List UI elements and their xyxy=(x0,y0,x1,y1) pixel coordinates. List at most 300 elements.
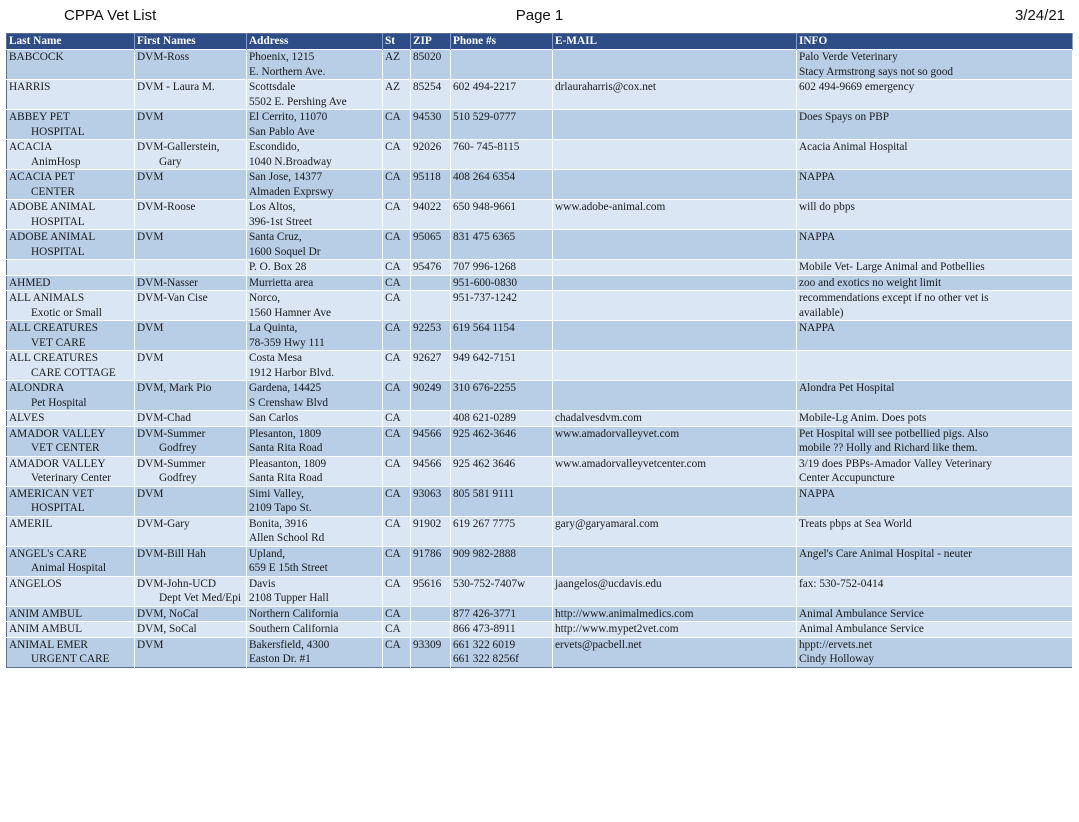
cell-address-line: Upland, xyxy=(249,547,286,560)
cell-first-names-line: Godfrey xyxy=(159,442,197,454)
cell-address xyxy=(247,456,383,486)
cell-last-name-line: HOSPITAL xyxy=(31,502,85,514)
cell-last-name-line: CENTER xyxy=(31,185,75,198)
cell-zip xyxy=(411,622,451,638)
cell-last-name xyxy=(7,381,135,411)
cell-address-line: Santa Rita Road xyxy=(249,442,323,454)
cell-address-line: 1560 Hamner Ave xyxy=(249,306,331,319)
cell-address xyxy=(247,170,383,200)
cell-first-names-line: DVM-Gary xyxy=(137,517,190,530)
cell-address-line: Bakersfield, 4300 xyxy=(249,638,330,651)
cell-state: CA xyxy=(383,381,411,411)
cell-info-line: zoo and exotics no weight limit xyxy=(799,276,942,289)
cell-first-names xyxy=(135,321,247,351)
cell-email[interactable] xyxy=(553,170,797,200)
cell-state: CA xyxy=(383,426,411,456)
table-row[interactable] xyxy=(7,200,1073,230)
cell-last-name-line: ALL CREATURES xyxy=(9,352,99,364)
cell-first-names xyxy=(135,426,247,456)
cell-email[interactable]: ervets@pacbell.net xyxy=(553,637,797,667)
cell-last-name-line: ALVES xyxy=(9,412,45,424)
cell-address-line: 396-1st Street xyxy=(249,215,313,228)
cell-phone: 408 621-0289 xyxy=(451,411,553,427)
cell-last-name-line: ANIM AMBUL xyxy=(9,623,83,635)
cell-email[interactable]: gary@garyamaral.com xyxy=(553,516,797,546)
cell-last-name xyxy=(7,291,135,321)
cell-last-name xyxy=(7,275,135,291)
cell-info xyxy=(797,456,1073,486)
cell-first-names xyxy=(135,275,247,291)
cell-address-line: Murrietta area xyxy=(249,276,314,289)
cell-last-name-line: HOSPITAL xyxy=(31,245,85,258)
cell-zip xyxy=(411,275,451,291)
cell-email[interactable] xyxy=(553,50,797,80)
col-header-state[interactable]: St xyxy=(383,34,411,50)
cell-last-name-line: URGENT CARE xyxy=(31,653,110,665)
cell-address-line: 5502 E. Pershing Ave xyxy=(249,95,347,108)
cell-last-name xyxy=(7,200,135,230)
table-row[interactable] xyxy=(7,351,1073,381)
cell-phone: 310 676-2255 xyxy=(451,381,553,411)
cell-info-line: Center Accupuncture xyxy=(799,472,895,484)
cell-zip: 94566 xyxy=(411,426,451,456)
cell-address xyxy=(247,275,383,291)
cell-phone: 877 426-3771 xyxy=(451,606,553,622)
cell-info-line: Treats pbps at Sea World xyxy=(799,517,912,530)
cell-info xyxy=(797,50,1073,80)
cell-zip: 95616 xyxy=(411,576,451,606)
cell-zip xyxy=(411,411,451,427)
cell-state: CA xyxy=(383,576,411,606)
cell-last-name-line: VET CARE xyxy=(31,336,86,349)
cell-state: AZ xyxy=(383,80,411,110)
cell-address-line: 2109 Tapo St. xyxy=(249,502,312,514)
cell-address-line: Easton Dr. #1 xyxy=(249,653,311,665)
cell-first-names-line: DVM xyxy=(137,111,164,123)
page-number: Page 1 xyxy=(515,7,564,24)
cell-email[interactable] xyxy=(553,275,797,291)
cell-first-names xyxy=(135,456,247,486)
table-row[interactable] xyxy=(7,80,1073,110)
page-header xyxy=(0,0,1079,32)
cell-phone: 661 322 6019 661 322 8256f xyxy=(451,637,553,667)
table-row[interactable] xyxy=(7,275,1073,291)
cell-address-line: 1912 Harbor Blvd. xyxy=(249,366,335,379)
cell-address xyxy=(247,546,383,576)
cell-email[interactable] xyxy=(553,230,797,260)
col-header-last-name[interactable]: Last Name xyxy=(7,34,135,50)
cell-email[interactable] xyxy=(553,140,797,170)
cell-zip: 94022 xyxy=(411,200,451,230)
cell-first-names xyxy=(135,291,247,321)
cell-address xyxy=(247,351,383,381)
cell-first-names-line: DVM-Roose xyxy=(137,201,196,213)
cell-first-names-line: DVM-Bill Hah xyxy=(137,547,206,560)
cell-info-line: fax: 530-752-0414 xyxy=(799,577,884,590)
cell-info-line: hppt://ervets.net xyxy=(799,638,873,651)
cell-first-names-line: DVM-Van Cise xyxy=(137,292,208,304)
cell-state: CA xyxy=(383,486,411,516)
cell-state: CA xyxy=(383,637,411,667)
cell-first-names-line: DVM-Summer xyxy=(137,457,206,470)
cell-last-name-line: AMADOR VALLEY xyxy=(9,457,106,470)
cell-last-name xyxy=(7,456,135,486)
cell-phone: 707 996-1268 xyxy=(451,260,553,276)
cell-info-line: 602 494-9669 emergency xyxy=(799,81,915,93)
cell-last-name-line: Animal Hospital xyxy=(31,562,106,574)
cell-first-names-line: DVM-Gallerstein, xyxy=(137,141,220,153)
cell-info-line: mobile ?? Holly and Richard like them. xyxy=(799,442,978,454)
cell-first-names-line: DVM-Summer xyxy=(137,427,206,440)
cell-address-line: Simi Valley, xyxy=(249,487,304,500)
cell-first-names-line: DVM - Laura M. xyxy=(137,81,215,93)
cell-zip: 92627 xyxy=(411,351,451,381)
cell-email[interactable]: jaangelos@ucdavis.edu xyxy=(553,576,797,606)
cell-address-line: Santa Rita Road xyxy=(249,472,323,484)
cell-last-name xyxy=(7,50,135,80)
cell-address-line: Santa Cruz, xyxy=(249,231,302,243)
cell-info-line: Pet Hospital will see potbellied pigs. Also xyxy=(799,427,989,440)
cell-address-line: Allen School Rd xyxy=(249,532,325,544)
table-row[interactable] xyxy=(7,321,1073,351)
cell-last-name-line: ALL ANIMALS xyxy=(9,292,85,304)
cell-first-names xyxy=(135,351,247,381)
cell-first-names xyxy=(135,260,247,276)
cell-info xyxy=(797,275,1073,291)
cell-email[interactable] xyxy=(553,110,797,140)
cell-last-name-line: ALL CREATURES xyxy=(9,322,99,334)
cell-last-name xyxy=(7,622,135,638)
cell-info xyxy=(797,411,1073,427)
cell-first-names xyxy=(135,516,247,546)
cell-first-names xyxy=(135,110,247,140)
cell-state: CA xyxy=(383,516,411,546)
cell-email[interactable] xyxy=(553,351,797,381)
table-row[interactable] xyxy=(7,291,1073,321)
cell-phone: 866 473-8911 xyxy=(451,622,553,638)
table-row[interactable] xyxy=(7,426,1073,456)
cell-info xyxy=(797,80,1073,110)
cell-address-line: Phoenix, 1215 xyxy=(249,51,315,63)
cell-state: CA xyxy=(383,321,411,351)
cell-first-names xyxy=(135,50,247,80)
cell-first-names-line: Gary xyxy=(159,155,182,168)
table-body xyxy=(7,50,1073,668)
cell-first-names xyxy=(135,486,247,516)
cell-info xyxy=(797,321,1073,351)
cell-address-line: Davis xyxy=(249,577,276,590)
cell-zip: 85254 xyxy=(411,80,451,110)
cell-address-line: 1040 N.Broadway xyxy=(249,155,332,168)
cell-address-line: E. Northern Ave. xyxy=(249,65,326,78)
cell-zip: 95118 xyxy=(411,170,451,200)
cell-first-names xyxy=(135,381,247,411)
cell-last-name-line: Veterinary Center xyxy=(31,472,111,484)
table-row[interactable] xyxy=(7,260,1073,276)
cell-info xyxy=(797,140,1073,170)
cell-address-line: 1600 Soquel Dr xyxy=(249,245,321,258)
table-row[interactable] xyxy=(7,230,1073,260)
table-header-row xyxy=(7,34,1073,50)
cell-zip: 92026 xyxy=(411,140,451,170)
cell-state: CA xyxy=(383,456,411,486)
cell-email[interactable] xyxy=(553,260,797,276)
cell-info xyxy=(797,516,1073,546)
cell-address-line: Norco, xyxy=(249,292,281,304)
table-row[interactable] xyxy=(7,637,1073,667)
cell-last-name xyxy=(7,426,135,456)
cell-last-name xyxy=(7,170,135,200)
cell-email[interactable]: chadalvesdvm.com xyxy=(553,411,797,427)
cell-phone: 619 564 1154 xyxy=(451,321,553,351)
cell-phone xyxy=(451,50,553,80)
cell-address xyxy=(247,50,383,80)
cell-info-line: will do pbps xyxy=(799,201,855,213)
cell-address-line: Almaden Exprswy xyxy=(249,185,334,198)
cell-last-name-line: ANGELOS xyxy=(9,577,62,590)
cell-address-line: Northern California xyxy=(249,607,339,620)
cell-last-name-line: AnimHosp xyxy=(31,155,81,168)
cell-address xyxy=(247,606,383,622)
cell-first-names-line: DVM xyxy=(137,322,164,334)
cell-phone: 408 264 6354 xyxy=(451,170,553,200)
print-date: 3/24/21 xyxy=(1014,7,1065,24)
cell-phone: 619 267 7775 xyxy=(451,516,553,546)
cell-last-name-line: VET CENTER xyxy=(31,442,100,454)
cell-info-line: Animal Ambulance Service xyxy=(799,623,924,635)
table-row[interactable] xyxy=(7,170,1073,200)
cell-state: CA xyxy=(383,411,411,427)
cell-address xyxy=(247,230,383,260)
table-row[interactable] xyxy=(7,516,1073,546)
cell-info-line: Alondra Pet Hospital xyxy=(799,382,895,394)
cell-zip: 94566 xyxy=(411,456,451,486)
cell-phone: 650 948-9661 xyxy=(451,200,553,230)
cell-zip xyxy=(411,606,451,622)
cell-last-name xyxy=(7,486,135,516)
cell-info-line: Stacy Armstrong says not so good xyxy=(799,65,954,78)
cell-last-name-line: Exotic or Small xyxy=(31,306,102,319)
cell-state: CA xyxy=(383,291,411,321)
cell-last-name xyxy=(7,351,135,381)
cell-address-line: Bonita, 3916 xyxy=(249,517,308,530)
cell-zip: 93309 xyxy=(411,637,451,667)
cell-info-line: NAPPA xyxy=(799,322,836,334)
cell-zip: 92253 xyxy=(411,321,451,351)
cell-email[interactable]: drlauraharris@cox.net xyxy=(553,80,797,110)
col-header-zip[interactable]: ZIP xyxy=(411,34,451,50)
cell-first-names xyxy=(135,140,247,170)
cell-phone: 602 494-2217 xyxy=(451,80,553,110)
cell-address xyxy=(247,260,383,276)
cell-last-name-line: HOSPITAL xyxy=(31,215,85,228)
cell-zip: 95065 xyxy=(411,230,451,260)
cell-zip: 91786 xyxy=(411,546,451,576)
cell-info xyxy=(797,351,1073,381)
cell-last-name-line: HOSPITAL xyxy=(31,125,85,138)
cell-first-names xyxy=(135,576,247,606)
cell-info xyxy=(797,230,1073,260)
cell-first-names-line: DVM, Mark Pio xyxy=(137,382,212,394)
table-row[interactable] xyxy=(7,381,1073,411)
cell-state: CA xyxy=(383,546,411,576)
cell-last-name-line: ACACIA xyxy=(9,141,53,153)
cell-first-names-line: DVM-Nasser xyxy=(137,276,198,289)
cell-state: CA xyxy=(383,622,411,638)
cell-email[interactable]: www.amadorvalleyvetcenter.com xyxy=(553,456,797,486)
col-header-info[interactable]: INFO xyxy=(797,34,1073,50)
cell-phone: 951-737-1242 xyxy=(451,291,553,321)
cell-email[interactable] xyxy=(553,381,797,411)
cell-address-line: Pleasanton, 1809 xyxy=(249,457,327,470)
cell-last-name-line: AMADOR VALLEY xyxy=(9,427,106,440)
cell-info-line: Acacia Animal Hospital xyxy=(799,141,908,153)
cell-address-line: 659 E 15th Street xyxy=(249,562,328,574)
col-header-email[interactable]: E-MAIL xyxy=(553,34,797,50)
cell-last-name xyxy=(7,606,135,622)
cell-first-names-line: Godfrey xyxy=(159,472,197,484)
table-row[interactable] xyxy=(7,456,1073,486)
cell-email[interactable]: http://www.animalmedics.com xyxy=(553,606,797,622)
cell-last-name-line: ABBEY PET xyxy=(9,111,70,123)
cell-email[interactable]: http://www.mypet2vet.com xyxy=(553,622,797,638)
cell-first-names xyxy=(135,637,247,667)
cell-last-name-line: ANIMAL EMER xyxy=(9,638,88,651)
cell-phone: 510 529-0777 xyxy=(451,110,553,140)
cell-address-line: Costa Mesa xyxy=(249,352,303,364)
cell-last-name-line: HARRIS xyxy=(9,81,51,93)
cell-last-name xyxy=(7,546,135,576)
cell-last-name-line: Pet Hospital xyxy=(31,396,87,409)
cell-info xyxy=(797,637,1073,667)
cell-last-name xyxy=(7,80,135,110)
cell-last-name-line: ANIM AMBUL xyxy=(9,607,83,620)
cell-first-names-line: DVM xyxy=(137,352,164,364)
cell-address xyxy=(247,140,383,170)
cell-address-line: Plesanton, 1809 xyxy=(249,427,322,440)
table-row[interactable] xyxy=(7,576,1073,606)
cell-address-line: San Carlos xyxy=(249,412,299,424)
cell-info-line: Mobile Vet- Large Animal and Potbellies xyxy=(799,261,985,273)
cell-info xyxy=(797,110,1073,140)
table-row[interactable] xyxy=(7,110,1073,140)
cell-state: CA xyxy=(383,170,411,200)
cell-info xyxy=(797,486,1073,516)
cell-info xyxy=(797,381,1073,411)
table-row[interactable] xyxy=(7,486,1073,516)
cell-first-names xyxy=(135,606,247,622)
cell-last-name-line: ANGEL's CARE xyxy=(9,547,87,560)
cell-address xyxy=(247,486,383,516)
cell-first-names xyxy=(135,622,247,638)
cell-last-name-line: ACACIA PET xyxy=(9,171,75,183)
cell-email[interactable] xyxy=(553,321,797,351)
document-title: CPPA Vet List xyxy=(64,7,157,24)
cell-first-names-line: DVM xyxy=(137,638,164,651)
cell-info-line: NAPPA xyxy=(799,231,836,243)
cell-last-name-line: ADOBE ANIMAL xyxy=(9,201,96,213)
cell-info-line: Angel's Care Animal Hospital - neuter xyxy=(799,547,973,560)
cell-info-line: Mobile-Lg Anim. Does pots xyxy=(799,412,927,424)
cell-phone: 951-600-0830 xyxy=(451,275,553,291)
table-row[interactable] xyxy=(7,411,1073,427)
cell-info xyxy=(797,170,1073,200)
cell-first-names-line: DVM-Ross xyxy=(137,51,190,63)
cell-zip: 94530 xyxy=(411,110,451,140)
table-row[interactable] xyxy=(7,140,1073,170)
col-header-phone[interactable]: Phone #s xyxy=(451,34,553,50)
cell-first-names xyxy=(135,80,247,110)
cell-info-line: NAPPA xyxy=(799,171,836,183)
cell-last-name xyxy=(7,411,135,427)
cell-phone: 925 462 3646 xyxy=(451,456,553,486)
cell-last-name xyxy=(7,230,135,260)
cell-state: CA xyxy=(383,110,411,140)
table-row[interactable] xyxy=(7,622,1073,638)
cell-info-line: available) xyxy=(799,306,844,319)
cell-address-line: Scottsdale xyxy=(249,81,296,93)
cell-phone: 831 475 6365 xyxy=(451,230,553,260)
cell-last-name xyxy=(7,140,135,170)
cell-address-line: 2108 Tupper Hall xyxy=(249,592,329,604)
cell-address-line: El Cerrito, 11070 xyxy=(249,111,328,123)
cell-state: CA xyxy=(383,200,411,230)
cell-info xyxy=(797,426,1073,456)
cell-phone: 925 462-3646 xyxy=(451,426,553,456)
cell-first-names-line: DVM-John-UCD xyxy=(137,577,217,590)
cell-info-line: NAPPA xyxy=(799,487,836,500)
cell-address-line: La Quinta, xyxy=(249,322,298,334)
cell-state: CA xyxy=(383,275,411,291)
cell-address xyxy=(247,411,383,427)
cell-state: CA xyxy=(383,606,411,622)
cell-first-names-line: DVM, NoCal xyxy=(137,607,199,620)
cell-state: CA xyxy=(383,230,411,260)
cell-address xyxy=(247,637,383,667)
cell-state: AZ xyxy=(383,50,411,80)
cell-last-name-line: CARE COTTAGE xyxy=(31,366,116,379)
cell-phone: 909 982-2888 xyxy=(451,546,553,576)
cell-email[interactable] xyxy=(553,486,797,516)
cell-first-names-line: DVM-Chad xyxy=(137,412,191,424)
cell-info xyxy=(797,546,1073,576)
cell-info xyxy=(797,260,1073,276)
cell-phone: 949 642-7151 xyxy=(451,351,553,381)
cell-info-line: Animal Ambulance Service xyxy=(799,607,924,620)
cell-zip: 93063 xyxy=(411,486,451,516)
cell-email[interactable]: www.adobe-animal.com xyxy=(553,200,797,230)
table-row[interactable] xyxy=(7,606,1073,622)
cell-state: CA xyxy=(383,351,411,381)
cell-email[interactable] xyxy=(553,291,797,321)
col-header-first-names[interactable]: First Names xyxy=(135,34,247,50)
cell-info xyxy=(797,606,1073,622)
cell-info xyxy=(797,291,1073,321)
cell-email[interactable]: www.amadorvalleyvet.com xyxy=(553,426,797,456)
cell-address-line: San Jose, 14377 xyxy=(249,171,323,183)
cell-address-line: San Pablo Ave xyxy=(249,125,315,138)
cell-zip: 85020 xyxy=(411,50,451,80)
cell-email[interactable] xyxy=(553,546,797,576)
cell-address xyxy=(247,426,383,456)
table-row[interactable] xyxy=(7,546,1073,576)
cell-state: CA xyxy=(383,140,411,170)
col-header-address[interactable]: Address xyxy=(247,34,383,50)
cell-last-name-line: AMERIL xyxy=(9,517,53,530)
table-row[interactable] xyxy=(7,50,1073,80)
cell-address-line: Southern California xyxy=(249,623,339,635)
cell-first-names xyxy=(135,411,247,427)
